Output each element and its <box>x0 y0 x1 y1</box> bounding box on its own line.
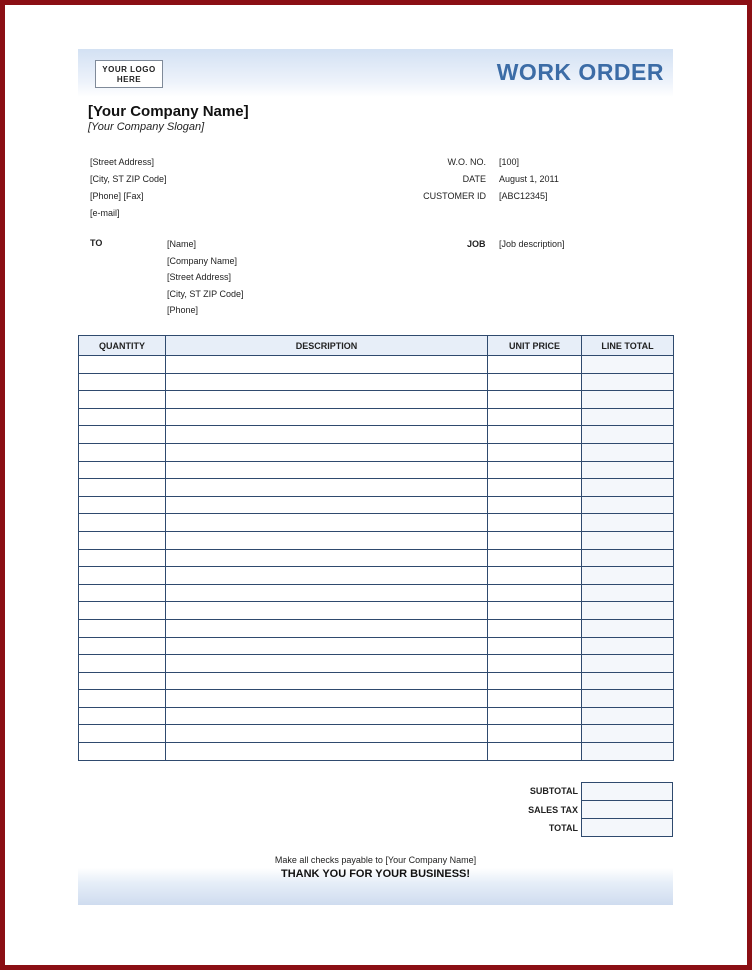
table-row <box>79 373 674 391</box>
description-cell[interactable] <box>166 356 488 374</box>
quantity-cell[interactable] <box>79 461 166 479</box>
quantity-cell[interactable] <box>79 584 166 602</box>
description-cell[interactable] <box>166 496 488 514</box>
quantity-cell[interactable] <box>79 443 166 461</box>
quantity-cell[interactable] <box>79 549 166 567</box>
line-total-cell[interactable] <box>582 408 674 426</box>
unit-price-cell[interactable] <box>488 672 582 690</box>
quantity-cell[interactable] <box>79 373 166 391</box>
table-header-row <box>79 336 674 356</box>
total-field[interactable] <box>581 818 673 837</box>
table-row <box>79 707 674 725</box>
table-row <box>79 496 674 514</box>
description-cell[interactable] <box>166 514 488 532</box>
company-email: [e-mail] <box>90 208 120 218</box>
to-label: TO <box>90 238 103 248</box>
sales-tax-label: SALES TAX <box>528 805 578 815</box>
unit-price-cell[interactable] <box>488 602 582 620</box>
wo-number-label: W.O. NO. <box>447 157 486 167</box>
unit-price-cell[interactable] <box>488 655 582 673</box>
line-total-header: LINE TOTAL <box>582 336 674 356</box>
quantity-cell[interactable] <box>79 690 166 708</box>
line-total-cell[interactable] <box>582 637 674 655</box>
description-cell[interactable] <box>166 549 488 567</box>
description-cell[interactable] <box>166 408 488 426</box>
wo-number-value: [100] <box>499 157 520 167</box>
line-total-cell[interactable] <box>582 426 674 444</box>
quantity-cell[interactable] <box>79 725 166 743</box>
quantity-cell[interactable] <box>79 637 166 655</box>
logo-placeholder <box>95 60 163 88</box>
unit-price-cell[interactable] <box>488 479 582 497</box>
unit-price-cell[interactable] <box>488 531 582 549</box>
table-row <box>79 426 674 444</box>
line-total-cell[interactable] <box>582 531 674 549</box>
table-row <box>79 584 674 602</box>
unit-price-cell[interactable] <box>488 725 582 743</box>
line-total-cell[interactable] <box>582 584 674 602</box>
unit-price-cell[interactable] <box>488 356 582 374</box>
quantity-cell[interactable] <box>79 707 166 725</box>
company-slogan: [Your Company Slogan] <box>88 121 205 133</box>
unit-price-cell[interactable] <box>488 743 582 761</box>
description-cell[interactable] <box>166 690 488 708</box>
customer-id-value: [ABC12345] <box>499 191 548 201</box>
table-row <box>79 619 674 637</box>
description-cell[interactable] <box>166 567 488 585</box>
line-total-cell[interactable] <box>582 743 674 761</box>
description-cell[interactable] <box>166 479 488 497</box>
unit-price-cell[interactable] <box>488 549 582 567</box>
quantity-cell[interactable] <box>79 356 166 374</box>
line-total-cell[interactable] <box>582 391 674 409</box>
table-row <box>79 514 674 532</box>
description-cell[interactable] <box>166 725 488 743</box>
customer-id-label: CUSTOMER ID <box>423 191 486 201</box>
quantity-cell[interactable] <box>79 619 166 637</box>
quantity-cell[interactable] <box>79 672 166 690</box>
date-value: August 1, 2011 <box>499 174 559 184</box>
job-label: JOB <box>467 239 486 249</box>
to-street: [Street Address] <box>167 272 232 282</box>
unit-price-cell[interactable] <box>488 619 582 637</box>
quantity-cell[interactable] <box>79 391 166 409</box>
table-row <box>79 637 674 655</box>
table-row <box>79 549 674 567</box>
line-total-cell[interactable] <box>582 373 674 391</box>
unit-price-cell[interactable] <box>488 408 582 426</box>
unit-price-cell[interactable] <box>488 391 582 409</box>
line-total-cell[interactable] <box>582 461 674 479</box>
payable-note: Make all checks payable to [Your Company Name] <box>274 855 477 865</box>
document-title: WORK ORDER <box>496 59 664 85</box>
line-total-cell[interactable] <box>582 443 674 461</box>
description-cell[interactable] <box>166 426 488 444</box>
table-row <box>79 531 674 549</box>
company-name: [Your Company Name] <box>88 103 249 120</box>
sales-tax-field[interactable] <box>581 800 673 819</box>
logo-line-2: HERE <box>116 75 142 84</box>
unit-price-cell[interactable] <box>488 426 582 444</box>
subtotal-field[interactable] <box>581 782 673 801</box>
description-cell[interactable] <box>166 391 488 409</box>
description-cell[interactable] <box>166 531 488 549</box>
thank-you-message: THANK YOU FOR YOUR BUSINESS! <box>280 868 471 880</box>
description-header: DESCRIPTION <box>166 336 488 356</box>
quantity-cell[interactable] <box>79 567 166 585</box>
line-total-cell[interactable] <box>582 690 674 708</box>
unit-price-cell[interactable] <box>488 514 582 532</box>
unit-price-cell[interactable] <box>488 584 582 602</box>
subtotal-label: SUBTOTAL <box>529 786 578 796</box>
description-cell[interactable] <box>166 461 488 479</box>
line-total-cell[interactable] <box>582 655 674 673</box>
unit-price-header: UNIT PRICE <box>488 336 582 356</box>
description-cell[interactable] <box>166 373 488 391</box>
line-total-cell[interactable] <box>582 514 674 532</box>
job-description: [Job description] <box>499 239 565 249</box>
line-total-cell[interactable] <box>582 619 674 637</box>
line-items-table <box>78 335 674 761</box>
table-row <box>79 602 674 620</box>
line-total-cell[interactable] <box>582 356 674 374</box>
line-total-cell[interactable] <box>582 567 674 585</box>
unit-price-cell[interactable] <box>488 461 582 479</box>
description-cell[interactable] <box>166 672 488 690</box>
quantity-cell[interactable] <box>79 531 166 549</box>
unit-price-cell[interactable] <box>488 373 582 391</box>
description-cell[interactable] <box>166 655 488 673</box>
to-city: [City, ST ZIP Code] <box>167 289 244 299</box>
quantity-cell[interactable] <box>79 743 166 761</box>
quantity-cell[interactable] <box>79 602 166 620</box>
table-row <box>79 356 674 374</box>
line-total-cell[interactable] <box>582 602 674 620</box>
total-label: TOTAL <box>548 823 578 833</box>
table-row <box>79 672 674 690</box>
logo-line-1: YOUR LOGO <box>102 65 156 74</box>
to-name: [Name] <box>167 239 197 249</box>
table-row <box>79 655 674 673</box>
line-total-cell[interactable] <box>582 479 674 497</box>
description-cell[interactable] <box>166 584 488 602</box>
unit-price-cell[interactable] <box>488 443 582 461</box>
unit-price-cell[interactable] <box>488 707 582 725</box>
description-cell[interactable] <box>166 637 488 655</box>
table-row <box>79 479 674 497</box>
quantity-header: QUANTITY <box>79 336 166 356</box>
company-street: [Street Address] <box>90 157 155 167</box>
unit-price-cell[interactable] <box>488 496 582 514</box>
description-cell[interactable] <box>166 602 488 620</box>
table-row <box>79 461 674 479</box>
description-cell[interactable] <box>166 443 488 461</box>
quantity-cell[interactable] <box>79 408 166 426</box>
line-total-cell[interactable] <box>582 707 674 725</box>
table-row <box>79 567 674 585</box>
table-row <box>79 408 674 426</box>
table-row <box>79 391 674 409</box>
description-cell[interactable] <box>166 619 488 637</box>
description-cell[interactable] <box>166 743 488 761</box>
table-row <box>79 690 674 708</box>
date-label: DATE <box>462 174 486 184</box>
line-total-cell[interactable] <box>582 549 674 567</box>
company-city: [City, ST ZIP Code] <box>90 174 167 184</box>
quantity-cell[interactable] <box>79 655 166 673</box>
quantity-cell[interactable] <box>79 496 166 514</box>
line-total-cell[interactable] <box>582 672 674 690</box>
table-row <box>79 725 674 743</box>
company-phone-fax: [Phone] [Fax] <box>90 191 144 201</box>
table-row <box>79 443 674 461</box>
unit-price-cell[interactable] <box>488 637 582 655</box>
description-cell[interactable] <box>166 707 488 725</box>
line-total-cell[interactable] <box>582 725 674 743</box>
line-total-cell[interactable] <box>582 496 674 514</box>
table-row <box>79 743 674 761</box>
unit-price-cell[interactable] <box>488 567 582 585</box>
to-phone: [Phone] <box>167 305 199 315</box>
to-company: [Company Name] <box>167 256 238 266</box>
quantity-cell[interactable] <box>79 479 166 497</box>
quantity-cell[interactable] <box>79 426 166 444</box>
quantity-cell[interactable] <box>79 514 166 532</box>
unit-price-cell[interactable] <box>488 690 582 708</box>
